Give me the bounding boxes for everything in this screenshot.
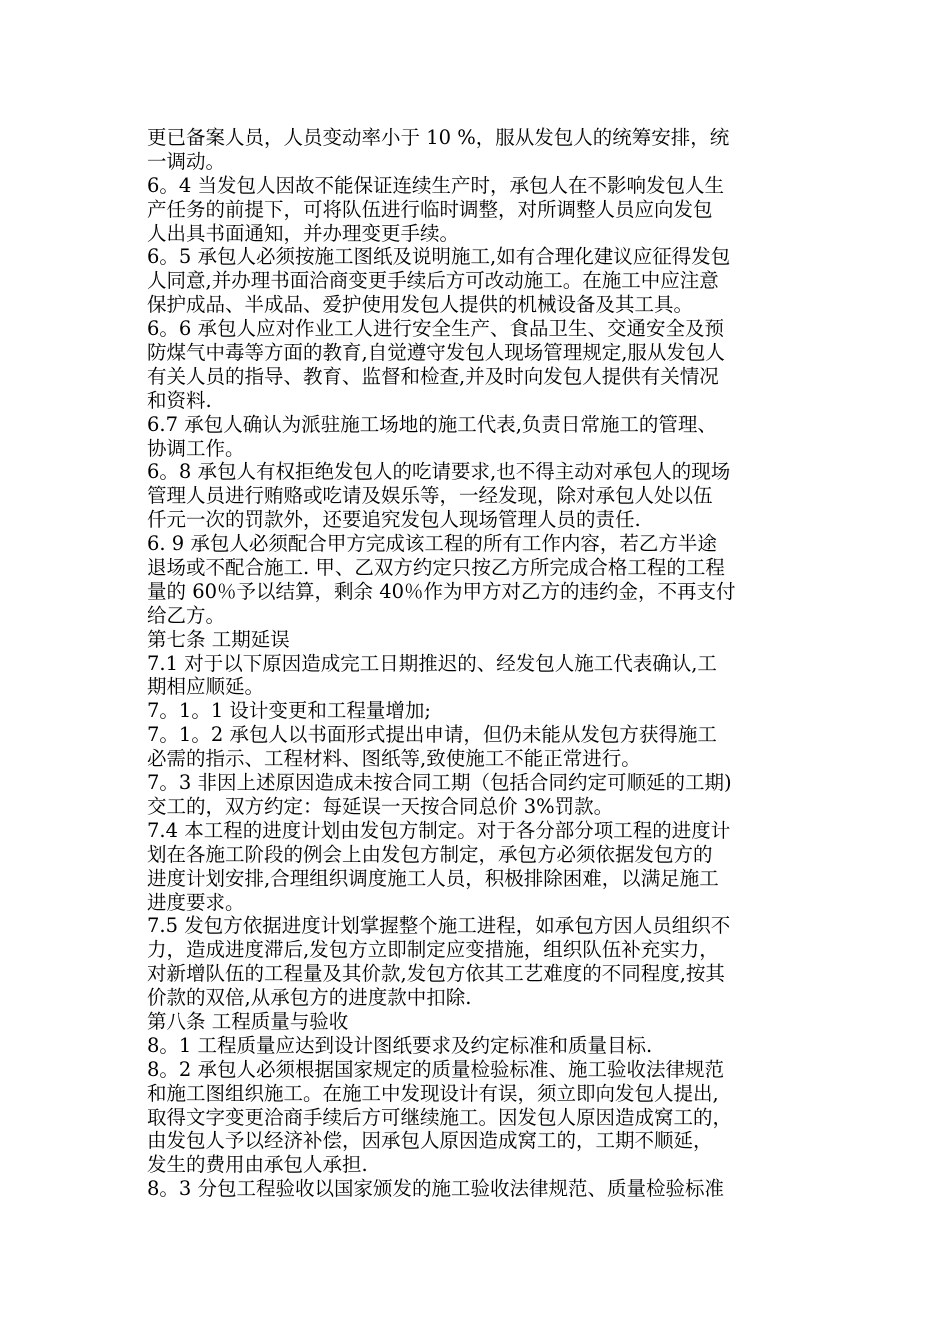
paragraph-line: 8。1 工程质量应达到设计图纸要求及约定标准和质量目标. xyxy=(147,1033,653,1057)
heading-text: 第七条 工期延误 xyxy=(147,627,290,651)
paragraph-line: 7。3 非因上述原因造成未按合同工期（包括合同约定可顺延的工期) xyxy=(147,771,732,795)
section-heading xyxy=(147,628,819,652)
paragraph-line: 7。1。2 承包人以书面形式提出申请，但仍未能从发包方获得施工 xyxy=(147,723,717,747)
paragraph-line: 一调动。 xyxy=(147,149,226,173)
clause-paragraph xyxy=(147,174,819,246)
paragraph-line: 发生的费用由承包人承担. xyxy=(147,1153,368,1177)
paragraph-line: 对新增队伍的工程量及其价款,发包方依其工艺难度的不同程度,按其 xyxy=(147,962,725,986)
paragraph-line: 更已备案人员，人员变动率小于 10 %，服从发包人的统筹安排，统 xyxy=(147,126,730,149)
clause-paragraph xyxy=(147,245,819,317)
paragraph-line: 划在各施工阶段的例会上由发包方制定，承包方必须依据发包方的 xyxy=(147,842,713,866)
paragraph-line: 防煤气中毒等方面的教育,自觉遵守发包人现场管理规定,服从发包人 xyxy=(147,341,725,365)
clause-paragraph xyxy=(147,771,819,819)
paragraph-line: 价款的双倍,从承包方的进度款中扣除. xyxy=(147,986,472,1010)
paragraph-line: 协调工作。 xyxy=(147,436,245,460)
paragraph-line: 6. 9 承包人必须配合甲方完成该工程的所有工作内容，若乙方半途 xyxy=(147,532,717,556)
clause-paragraph xyxy=(147,1034,819,1058)
paragraph-line: 6。4 当发包人因故不能保证连续生产时，承包人在不影响发包人生 xyxy=(147,173,725,197)
paragraph-line: 和施工图组织施工。在施工中发现设计有误，须立即向发包人提出, xyxy=(147,1081,719,1105)
clause-paragraph xyxy=(147,126,819,174)
clause-paragraph xyxy=(147,914,819,1010)
paragraph-line: 人同意,并办理书面洽商变更手续后方可改动施工。在施工中应注意 xyxy=(147,269,719,293)
paragraph-line: 7。1。1 设计变更和工程量增加; xyxy=(147,699,431,723)
paragraph-line: 人出具书面通知，并办理变更手续。 xyxy=(147,221,460,245)
paragraph-line: 进度计划安排,合理组织调度施工人员，积极排除困难，以满足施工 xyxy=(147,866,719,890)
clause-paragraph xyxy=(147,1058,819,1177)
paragraph-line: 量的 60％予以结算，剩余 40％作为甲方对乙方的违约金，不再支付 xyxy=(147,579,736,603)
paragraph-line: 管理人员进行贿赂或吃请及娱乐等，一经发现，除对承包人处以伍 xyxy=(147,484,713,508)
paragraph-line: 保护成品、半成品、爱护使用发包人提供的机械设备及其工具。 xyxy=(147,293,694,317)
contract-body-text xyxy=(147,126,819,1201)
clause-paragraph xyxy=(147,1177,819,1201)
paragraph-line: 7.1 对于以下原因造成完工日期推迟的、经发包人施工代表确认,工 xyxy=(147,651,717,675)
clause-paragraph xyxy=(147,723,819,771)
clause-paragraph xyxy=(147,652,819,700)
paragraph-line: 6。6 承包人应对作业工人进行安全生产、食品卫生、交通安全及预 xyxy=(147,317,725,341)
paragraph-line: 取得文字变更洽商手续后方可继续施工。因发包人原因造成窝工的， xyxy=(147,1105,733,1129)
paragraph-line: 仟元一次的罚款外，还要追究发包人现场管理人员的责任. xyxy=(147,508,641,532)
clause-paragraph xyxy=(147,699,819,723)
clause-paragraph xyxy=(147,413,819,461)
paragraph-line: 8。2 承包人必须根据国家规定的质量检验标准、施工验收法律规范 xyxy=(147,1057,725,1081)
clause-paragraph xyxy=(147,460,819,532)
paragraph-line: 进度要求。 xyxy=(147,890,245,914)
clause-paragraph xyxy=(147,532,819,628)
paragraph-line: 交工的，双方约定：每延误一天按合同总价 3%罚款。 xyxy=(147,794,614,818)
paragraph-line: 8。3 分包工程验收以国家颁发的施工验收法律规范、质量检验标准 xyxy=(147,1177,725,1201)
paragraph-line: 和资料. xyxy=(147,388,212,412)
paragraph-line: 必需的指示、工程材料、图纸等,致使施工不能正常进行。 xyxy=(147,747,641,771)
clause-paragraph xyxy=(147,317,819,413)
paragraph-line: 由发包人予以经济补偿，因承包人原因造成窝工的，工期不顺延， xyxy=(147,1129,713,1153)
paragraph-line: 给乙方。 xyxy=(147,603,226,627)
paragraph-line: 6。8 承包人有权拒绝发包人的吃请要求,也不得主动对承包人的现场 xyxy=(147,460,731,484)
paragraph-line: 6。5 承包人必须按施工图纸及说明施工,如有合理化建议应征得发包 xyxy=(147,245,731,269)
paragraph-line: 退场或不配合施工. 甲、乙双方约定只按乙方所完成合格工程的工程 xyxy=(147,556,725,580)
heading-text: 第八条 工程质量与验收 xyxy=(147,1009,349,1033)
paragraph-line: 7.5 发包方依据进度计划掌握整个施工进程，如承包方因人员组织不 xyxy=(147,914,731,938)
paragraph-line: 期相应顺延。 xyxy=(147,675,265,699)
paragraph-line: 6.7 承包人确认为派驻施工场地的施工代表,负责日常施工的管理、 xyxy=(147,412,717,436)
paragraph-line: 7.4 本工程的进度计划由发包方制定。对于各分部分项工程的进度计 xyxy=(147,818,731,842)
section-heading xyxy=(147,1010,819,1034)
paragraph-line: 力，造成进度滞后,发包方立即制定应变措施，组织队伍补充实力， xyxy=(147,938,719,962)
clause-paragraph xyxy=(147,819,819,915)
paragraph-line: 有关人员的指导、教育、监督和检查,并及时向发包人提供有关情况 xyxy=(147,364,719,388)
paragraph-line: 产任务的前提下，可将队伍进行临时调整，对所调整人员应向发包 xyxy=(147,197,713,221)
